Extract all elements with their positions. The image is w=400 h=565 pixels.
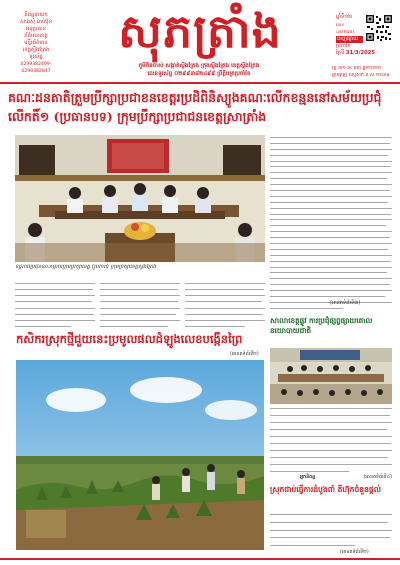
farm-photo: [16, 360, 264, 550]
left-info-line: ខេត្តស្ទឹងត្រែង: [22, 47, 50, 53]
masthead-title: សុភត្រាំង: [118, 4, 282, 58]
lead-headline-text: គណៈដនតាតិត្រួមប្រីក្សាប្រជាខនខេត្តរប្រដិពិនិស្យូងគណៈលើកខន្មននៅសម័យប្រជុំលើកតិ៍១ (ប្រធានបទ) ក្រុមប្រឹក្សាប្រជាជនខេត្តស្រាត្រាំង: [8, 90, 382, 124]
edition-label: ចេញផ្សាយ: [336, 36, 363, 43]
left-info-line: និពន្ធនាយក: [24, 12, 48, 18]
header-rule: [0, 82, 400, 84]
story4-headline: [270, 484, 392, 510]
story3-headline-text: សាលាខេត្តផ្លូវ ការប្រជុំផ្សព្វផ្សាយគោលនយោបាយជាតិ: [270, 316, 373, 335]
meeting-photo: [270, 348, 392, 404]
story4-text: [270, 514, 392, 546]
left-info-line: ព័ត៌មានខេត្ត: [24, 33, 48, 39]
story2-headline: [16, 328, 264, 350]
story3-continued: (អានតទំព័រទី៤): [363, 475, 392, 480]
lead-photo-caption: [15, 264, 265, 278]
lead-story-col-2: [100, 283, 180, 327]
tagline-line-1: ភូមិចិនចាស់ សង្កាត់ស្ទឹងត្រែង ក្រុងស្ទឹងត្រែង ខេត្តស្ទឹងត្រែង: [138, 63, 260, 69]
bottom-rule: [0, 558, 400, 560]
lead-headline: [8, 88, 392, 128]
lead-story-byline: [330, 300, 360, 307]
lead-continued: (អានតទំព័រទី៣): [330, 300, 361, 306]
left-info-line: ទូរស័ព្ទ: [29, 54, 43, 60]
story3-footer: [300, 474, 392, 481]
left-info-line: មន្ទីរព័ត៌មាន: [24, 40, 48, 46]
story3-author: អ្នកនិពន្ធ: [300, 475, 316, 480]
story2-headline-text: កសិករស្រុកថ្មីជួយនេះប្រមូលផលដំឡូងលេខបង្កើនព្រៃ: [16, 332, 243, 346]
date-khmer-line-2: ឆ្នាំម្សាញ់ សប្តស័ក ព.ស ២៥៦៨: [332, 72, 390, 78]
date-khmer: [332, 66, 396, 79]
lead-story-col-1: [15, 283, 95, 327]
caption-text: ទិដ្ឋភាពប្រជុំគណៈកម្មការក្រុមប្រឹក្សាខេត្ត (រូបភាព) ក្រុមប្រឹក្សាខេត្តស្ទឹងត្រែង: [15, 264, 157, 270]
story3-text: [270, 408, 392, 472]
issue-year: ឆ្នាំទី១២: [336, 14, 353, 20]
header-left-info: [6, 12, 66, 75]
issue-info: [336, 14, 375, 57]
left-info-line: សាងសុំ ឆាប់ប៊ុន: [20, 19, 52, 25]
story2-continued-text: (អានតទំព័រទី២): [230, 352, 259, 357]
story4-continued: [340, 549, 369, 556]
story3-headline-box: [270, 316, 392, 346]
story4-continued-text: (អានតទំព័រទី២): [340, 550, 369, 555]
left-info-phone: 0299382499-0299382847: [20, 62, 52, 74]
story2-continued: [230, 351, 259, 358]
issue-date: [336, 50, 375, 57]
tagline-line-2: លេខទូរស័ព្ទ ០២៩៩៣៨២៤៩៩ ព្រឹត្តិបត្រប្រចាំខែ: [147, 71, 251, 77]
masthead-logo: [66, 2, 334, 60]
lead-story-col-3: [185, 283, 265, 327]
lead-story-right-column: [270, 137, 392, 309]
story4-headline-text: ស្រុកជាប់ធ្វើការដំបូងពាំ តីហ៊ុកចំនួនផ្តល់: [270, 485, 381, 494]
edition-type: ប្រចាំខែ: [336, 42, 351, 49]
left-info-line: អនុប្រធាន: [25, 26, 47, 32]
date-label: ថ្ងៃទី: [336, 50, 345, 57]
issue-number: លេខ ៤៥(២៩៥): [336, 22, 355, 35]
date-khmer-line-1: ថ្ងៃ ៣១ ខែ មីនា ឆ្នាំ២០២៥: [332, 66, 382, 71]
lead-photo: [15, 135, 265, 262]
qr-code-icon: [365, 14, 393, 42]
date-value: 31/3/2025: [345, 50, 375, 57]
masthead-tagline: [70, 62, 328, 78]
